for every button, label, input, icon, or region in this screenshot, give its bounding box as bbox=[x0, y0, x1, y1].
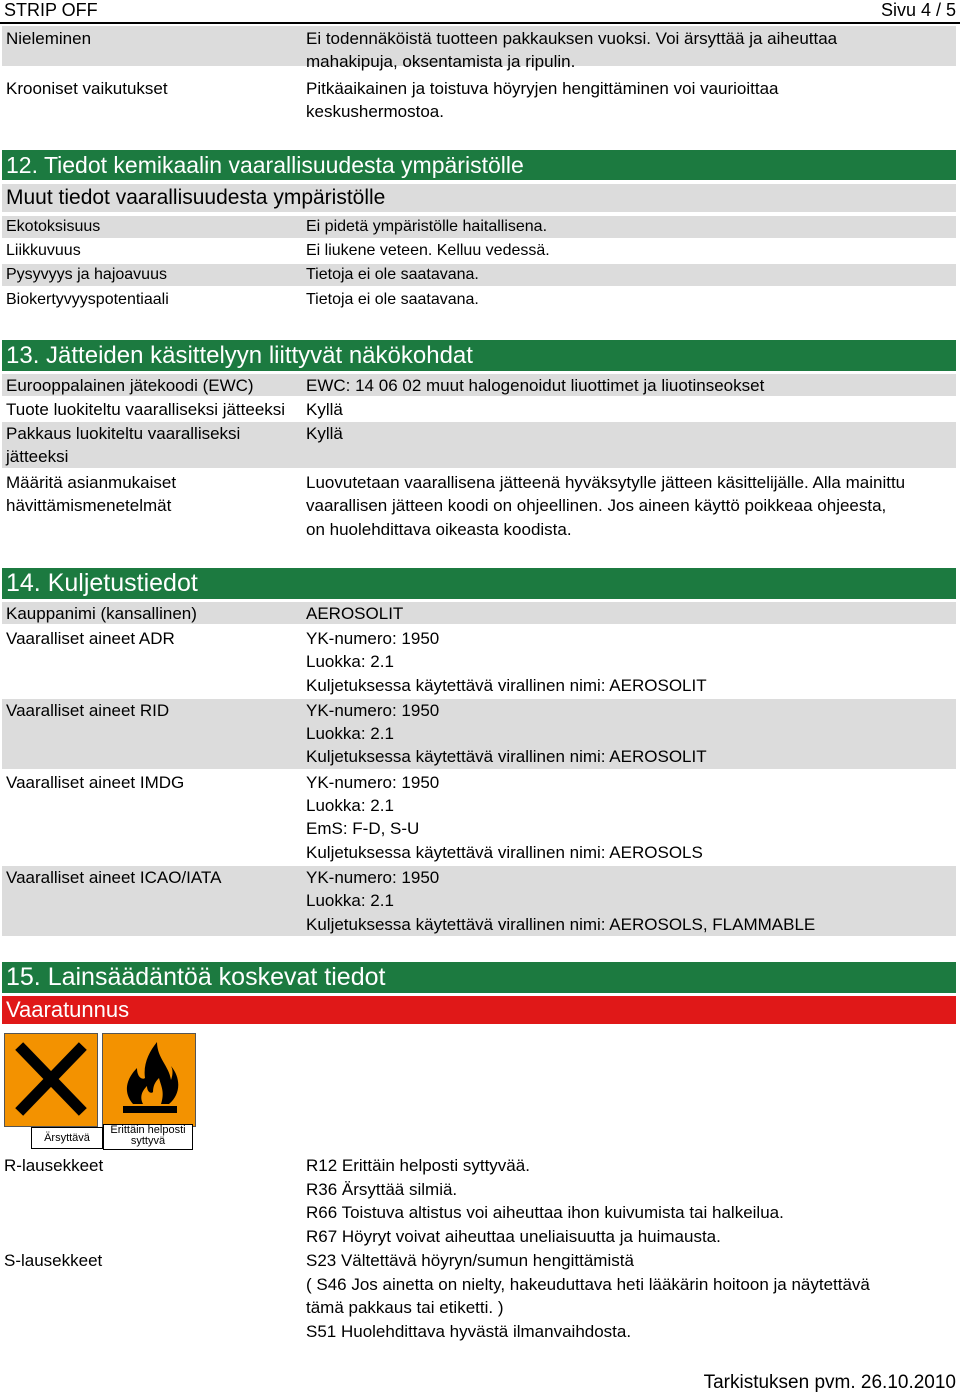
sec12-row-persistence bbox=[2, 264, 956, 286]
page-number: Sivu 4 / 5 bbox=[880, 0, 956, 20]
pictogram-label-line: syttyvä bbox=[130, 1135, 166, 1147]
row-label: jätteeksi bbox=[6, 447, 69, 466]
row-label: Liikkuvuus bbox=[6, 242, 81, 259]
row-value-line: mahakipuja, oksentamista ja ripulin. bbox=[306, 52, 576, 71]
row-value-line: YK-numero: 1950 bbox=[306, 629, 440, 648]
row-value: Ei pidetä ympäristölle haitallisena. bbox=[306, 218, 548, 235]
section-13-heading bbox=[2, 340, 956, 371]
pictogram-label-flammable bbox=[103, 1124, 193, 1150]
row-label: Kauppanimi (kansallinen) bbox=[6, 604, 197, 623]
row-value-line: Kyllä bbox=[306, 400, 343, 419]
row-value-line: Kuljetuksessa käytettävä virallinen nimi: AEROSOLS bbox=[306, 843, 703, 862]
section-12-heading bbox=[2, 150, 956, 180]
sec14-row-tradename bbox=[2, 602, 956, 624]
row-label: Määritä asianmukaiset bbox=[6, 473, 177, 492]
sec12-row-mobility bbox=[2, 240, 956, 262]
sec11-row-chronic bbox=[2, 74, 956, 122]
row-label: Ekotoksisuus bbox=[6, 218, 101, 235]
hazard-symbol-title: Vaaratunnus bbox=[6, 997, 130, 1022]
row-label: Nieleminen bbox=[6, 29, 92, 48]
s-phrase: ( S46 Jos ainetta on nielty, hakeuduttava heti lääkärin hoitoon ja näytettävä bbox=[306, 1275, 870, 1294]
row-value-line: Luokka: 2.1 bbox=[306, 891, 394, 910]
r-phrase: R67 Höyryt voivat aiheuttaa uneliaisuutta ja huimausta. bbox=[306, 1227, 721, 1246]
row-value: Tietoja ei ole saatavana. bbox=[306, 266, 479, 283]
hazard-symbol-heading bbox=[2, 996, 956, 1024]
row-label: Vaaralliset aineet ICAO/IATA bbox=[6, 868, 222, 887]
row-value-line: EmS: F-D, S-U bbox=[306, 819, 420, 838]
sec13-row-disposal bbox=[2, 471, 956, 543]
pictogram-label-irritant: Ärsyttävä bbox=[31, 1127, 103, 1149]
row-value-line: Kuljetuksessa käytettävä virallinen nimi: AEROSOLS, FLAMMABLE bbox=[306, 915, 816, 934]
sec14-row-adr bbox=[2, 627, 956, 697]
sec11-row-ingestion bbox=[2, 26, 956, 71]
row-value-line: on huolehdittava oikeasta koodista. bbox=[306, 520, 572, 539]
sec12-row-ecotox bbox=[2, 216, 956, 238]
row-value-line: Kyllä bbox=[306, 424, 343, 443]
sec14-row-icao bbox=[2, 866, 956, 936]
section-14-heading bbox=[2, 568, 956, 599]
subsection-title: Muut tiedot vaarallisuudesta ympäristölle bbox=[6, 186, 386, 209]
row-value-line: Luokka: 2.1 bbox=[306, 724, 394, 743]
row-label: Biokertyvyyspotentiaali bbox=[6, 291, 169, 308]
row-label: hävittämismenetelmät bbox=[6, 496, 172, 515]
section-title: 13. Jätteiden käsittelyyn liittyvät näkökohdat bbox=[6, 342, 473, 369]
row-label: Vaaralliset aineet IMDG bbox=[6, 773, 185, 792]
row-label: Krooniset vaikutukset bbox=[6, 79, 168, 98]
row-value-line: Kuljetuksessa käytettävä virallinen nimi: AEROSOLIT bbox=[306, 676, 707, 695]
irritant-x-icon bbox=[4, 1033, 98, 1127]
sec14-row-imdg bbox=[2, 771, 956, 865]
row-value-line: Luovutetaan vaarallisena jätteenä hyväksytylle jätteen käsittelijälle. Alla mainittu bbox=[306, 473, 906, 492]
row-value-line: keskushermostoa. bbox=[306, 102, 444, 121]
section-title: 12. Tiedot kemikaalin vaarallisuudesta ympäristölle bbox=[6, 152, 524, 178]
flame-icon bbox=[102, 1033, 196, 1127]
row-value-line: Luokka: 2.1 bbox=[306, 796, 394, 815]
sec13-row-product-hazardous bbox=[2, 398, 956, 420]
section-15-heading bbox=[2, 962, 956, 993]
row-label: Tuote luokiteltu vaaralliseksi jätteeksi bbox=[6, 400, 286, 419]
row-value-line: YK-numero: 1950 bbox=[306, 773, 440, 792]
revision-date: Tarkistuksen pvm. 26.10.2010 bbox=[703, 1372, 956, 1393]
s-phrase: tämä pakkaus tai etiketti. ) bbox=[306, 1298, 504, 1317]
section-title: 15. Lainsäädäntöä koskevat tiedot bbox=[6, 963, 386, 991]
section-title: 14. Kuljetustiedot bbox=[6, 569, 198, 597]
row-value: Tietoja ei ole saatavana. bbox=[306, 291, 479, 308]
row-value-line: EWC: 14 06 02 muut halogenoidut liuottimet ja liuotinseokset bbox=[306, 376, 765, 395]
sec13-row-ewc bbox=[2, 374, 956, 396]
row-value-line: YK-numero: 1950 bbox=[306, 701, 440, 720]
r-phrases-label: R-lausekkeet bbox=[4, 1156, 104, 1175]
header-rule bbox=[0, 22, 960, 24]
s-phrase: S51 Huolehdittava hyvästä ilmanvaihdosta. bbox=[306, 1322, 632, 1341]
row-label: Pakkaus luokiteltu vaaralliseksi bbox=[6, 424, 241, 443]
r-phrase: R66 Toistuva altistus voi aiheuttaa ihon kuivumista tai halkeilua. bbox=[306, 1203, 784, 1222]
s-phrase: S23 Vältettävä höyryn/sumun hengittämistä bbox=[306, 1251, 634, 1270]
row-value-line: Luokka: 2.1 bbox=[306, 652, 394, 671]
product-name: STRIP OFF bbox=[4, 0, 98, 20]
sec13-row-package-hazardous bbox=[2, 422, 956, 468]
row-value-line: Kuljetuksessa käytettävä virallinen nimi: AEROSOLIT bbox=[306, 747, 707, 766]
section-12-subheading bbox=[2, 184, 956, 212]
row-value: Ei liukene veteen. Kelluu vedessä. bbox=[306, 242, 550, 259]
r-phrase: R36 Ärsyttää silmiä. bbox=[306, 1180, 458, 1199]
sec12-row-bioaccumulation bbox=[2, 289, 956, 311]
row-label: Pysyvyys ja hajoavuus bbox=[6, 266, 167, 283]
row-value-line: AEROSOLIT bbox=[306, 604, 404, 623]
row-value-line: YK-numero: 1950 bbox=[306, 868, 440, 887]
sec14-row-rid bbox=[2, 699, 956, 769]
row-value-line: Ei todennäköistä tuotteen pakkauksen vuoksi. Voi ärsyttää ja aiheuttaa bbox=[306, 29, 838, 48]
row-value-line: Pitkäaikainen ja toistuva höyryjen hengittäminen voi vaurioittaa bbox=[306, 79, 779, 98]
row-label: Vaaralliset aineet RID bbox=[6, 701, 170, 720]
row-label: Vaaralliset aineet ADR bbox=[6, 629, 175, 648]
r-phrase: R12 Erittäin helposti syttyvää. bbox=[306, 1156, 530, 1175]
pictogram-label-line: Erittäin helposti bbox=[110, 1124, 186, 1136]
row-label: Eurooppalainen jätekoodi (EWC) bbox=[6, 376, 254, 395]
s-phrases-label: S-lausekkeet bbox=[4, 1251, 103, 1270]
row-value-line: vaarallisen jätteen koodi on ohjeellinen. Jos aineen käyttö poikkeaa ohjeesta, bbox=[306, 496, 887, 515]
